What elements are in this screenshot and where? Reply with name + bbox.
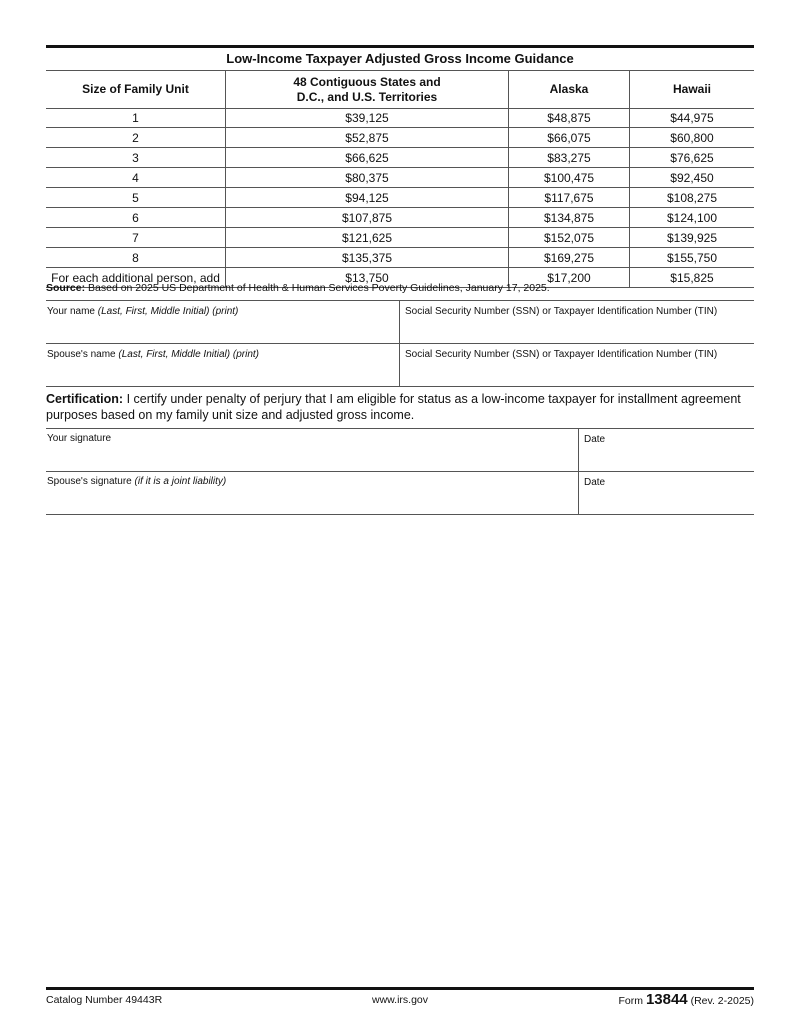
table-body <box>46 108 754 288</box>
table-row: 5 $94,125 $117,675 $108,275 <box>46 188 754 208</box>
table-row: 4 $80,375 $100,475 $92,450 <box>46 168 754 188</box>
certification-statement: Certification: I certify under penalty of perjury that I am eligible for status as a low-income taxpayer for installment agreement purposes based on my family unit size and adjusted gross income. <box>46 392 741 422</box>
source-note: Source: Based on 2025 US Department of Health & Human Services Poverty Guidelines, January 17, 2025. <box>46 282 550 294</box>
your-signature-field[interactable]: Your signature <box>46 429 579 471</box>
form-id: Form 13844 (Rev. 2-2025) <box>618 991 754 1008</box>
your-date-field[interactable]: Date <box>584 434 606 445</box>
spouse-date-field[interactable]: Date <box>584 477 606 488</box>
header-alaska: Alaska <box>509 71 630 108</box>
header-contiguous-states: 48 Contiguous States and D.C., and U.S. Territories <box>226 71 509 108</box>
table-row: 3 $66,625 $83,275 $76,625 <box>46 148 754 168</box>
table-row: 1 $39,125 $48,875 $44,975 <box>46 108 754 128</box>
table-title: Low-Income Taxpayer Adjusted Gross Income Guidance <box>46 48 754 71</box>
your-name-field[interactable]: Your name (Last, First, Middle Initial) (print) <box>46 301 400 343</box>
taxpayer-row <box>46 301 754 344</box>
your-signature-row <box>46 429 754 472</box>
website-link: www.irs.gov <box>371 994 428 1006</box>
taxpayer-info-section <box>46 300 754 387</box>
header-hawaii: Hawaii <box>672 82 711 96</box>
signature-section <box>46 428 754 515</box>
table-row: 8 $135,375 $169,275 $155,750 <box>46 248 754 268</box>
your-ssn-field[interactable]: Social Security Number (SSN) or Taxpayer Identification Number (TIN) <box>405 306 718 317</box>
spouse-row <box>46 344 754 387</box>
table-row: 2 $52,875 $66,075 $60,800 <box>46 128 754 148</box>
table-row: 6 $107,875 $134,875 $124,100 <box>46 208 754 228</box>
spouse-signature-row <box>46 472 754 515</box>
spouse-ssn-field[interactable]: Social Security Number (SSN) or Taxpayer Identification Number (TIN) <box>405 349 718 360</box>
header-family-size: Size of Family Unit <box>46 71 226 108</box>
spouse-name-field[interactable]: Spouse's name (Last, First, Middle Initial) (print) <box>46 344 400 386</box>
footer-rule <box>46 987 754 990</box>
table-header-row <box>46 71 754 109</box>
page-footer <box>46 992 754 1008</box>
spouse-signature-field[interactable]: Spouse's signature (if it is a joint liability) <box>46 472 579 514</box>
table-row-additional-person: For each additional person, add $13,750 $17,200 $15,825 <box>46 268 754 288</box>
table-row: 7 $121,625 $152,075 $139,925 <box>46 228 754 248</box>
catalog-number: Catalog Number 49443R <box>46 994 163 1006</box>
